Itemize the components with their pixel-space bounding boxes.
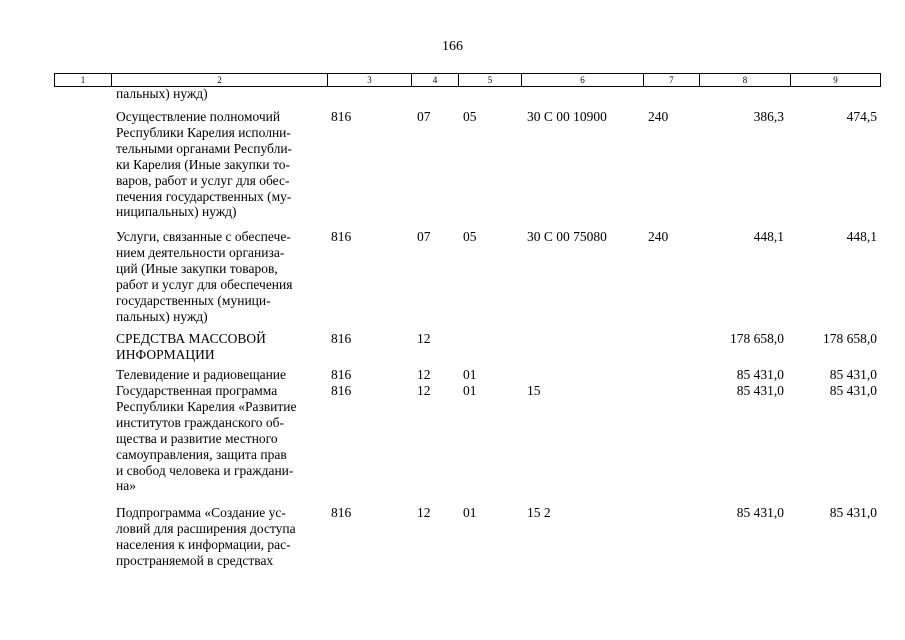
row-name-line: Государственная программа (116, 383, 278, 398)
row-col-9: 178 658,0 (823, 331, 877, 346)
row-col-3: 816 (331, 367, 352, 382)
row-col-3: 816 (331, 505, 352, 520)
header-col-3: 3 (327, 73, 412, 87)
row-col-4: 12 (417, 331, 431, 346)
row-name-line: щества и развитие местного (116, 430, 278, 446)
row-name-line: работ и услуг для обеспечения (116, 276, 293, 292)
row-col-9: 85 431,0 (829, 505, 877, 520)
header-col-4: 4 (411, 73, 459, 87)
row-name-line: ловий для расширения доступа (116, 520, 296, 536)
row-col-4: 12 (417, 383, 431, 398)
row-col-8: 85 431,0 (736, 505, 784, 520)
row-name (116, 383, 326, 494)
row-col-7: 240 (648, 229, 669, 244)
row-name-line: пальных) нужд) (116, 308, 208, 324)
row-col-5: 01 (463, 367, 477, 382)
row-name-line: ИНФОРМАЦИИ (116, 346, 215, 362)
row-col-5: 01 (463, 505, 477, 520)
row-name-line: тельными органами Республи- (116, 140, 293, 156)
row-name (116, 331, 326, 363)
row-name (116, 229, 326, 324)
row-col-3: 816 (331, 109, 352, 124)
row-col-6: 15 (527, 383, 541, 398)
row-col-5: 01 (463, 383, 477, 398)
row-col-9: 474,5 (846, 109, 877, 124)
row-name-line: самоуправления, защита прав (116, 446, 287, 462)
row-col-5: 05 (463, 229, 477, 244)
row-col-3: 816 (331, 229, 352, 244)
row-name-line: ций (Иные закупки товаров, (116, 260, 278, 276)
row-col-8: 448,1 (753, 229, 784, 244)
row-name-line: пальных) нужд) (116, 86, 208, 101)
row-col-4: 12 (417, 505, 431, 520)
row-col-9: 85 431,0 (829, 383, 877, 398)
table-header (54, 73, 880, 86)
row-name-line: Республики Карелия исполни- (116, 124, 291, 140)
row-name-line: пространяемой в средствах (116, 552, 274, 568)
row-name-line: ниципальных) нужд) (116, 204, 237, 220)
row-name-line: государственных (муници- (116, 292, 271, 308)
row-col-3: 816 (331, 331, 352, 346)
row-name-line: Телевидение и радиовещание (116, 367, 287, 382)
row-name (116, 367, 326, 383)
row-name-line: институтов гражданского об- (116, 414, 285, 430)
row-col-4: 12 (417, 367, 431, 382)
row-name-line: Подпрограмма «Создание ус- (116, 505, 286, 520)
row-col-3: 816 (331, 383, 352, 398)
row-col-8: 85 431,0 (736, 383, 784, 398)
row-name-line: и свобод человека и граждани- (116, 462, 294, 478)
row-name (116, 109, 326, 220)
row-name (116, 505, 326, 569)
header-col-7: 7 (643, 73, 700, 87)
row-col-7: 240 (648, 109, 669, 124)
row-name-line: Осуществление полномочий (116, 109, 281, 124)
row-name-line: на» (116, 478, 136, 494)
row-name-line: нием деятельности организа- (116, 244, 285, 260)
row-col-8: 386,3 (753, 109, 784, 124)
row-name-line: СРЕДСТВА МАССОВОЙ (116, 331, 266, 346)
row-col-4: 07 (417, 109, 431, 124)
row-name (116, 86, 326, 102)
row-col-6: 30 С 00 10900 (527, 109, 607, 124)
row-name-line: варов, работ и услуг для обес- (116, 172, 290, 188)
row-col-9: 448,1 (846, 229, 877, 244)
row-name-line: Республики Карелия «Развитие (116, 398, 297, 414)
row-col-8: 85 431,0 (736, 367, 784, 382)
page-number: 166 (442, 39, 463, 54)
row-col-6: 30 С 00 75080 (527, 229, 607, 244)
row-name-line: печения государственных (му- (116, 188, 292, 204)
row-name-line: населения к информации, рас- (116, 536, 291, 552)
row-name-line: Услуги, связанные с обеспече- (116, 229, 291, 244)
row-col-6: 15 2 (527, 505, 551, 520)
header-col-5: 5 (458, 73, 522, 87)
header-col-8: 8 (699, 73, 791, 87)
header-col-6: 6 (521, 73, 644, 87)
row-col-8: 178 658,0 (730, 331, 784, 346)
row-col-4: 07 (417, 229, 431, 244)
header-col-1: 1 (54, 73, 112, 87)
header-col-2: 2 (111, 73, 328, 87)
row-col-9: 85 431,0 (829, 367, 877, 382)
header-col-9: 9 (790, 73, 881, 87)
row-col-5: 05 (463, 109, 477, 124)
row-name-line: ки Карелия (Иные закупки то- (116, 156, 290, 172)
